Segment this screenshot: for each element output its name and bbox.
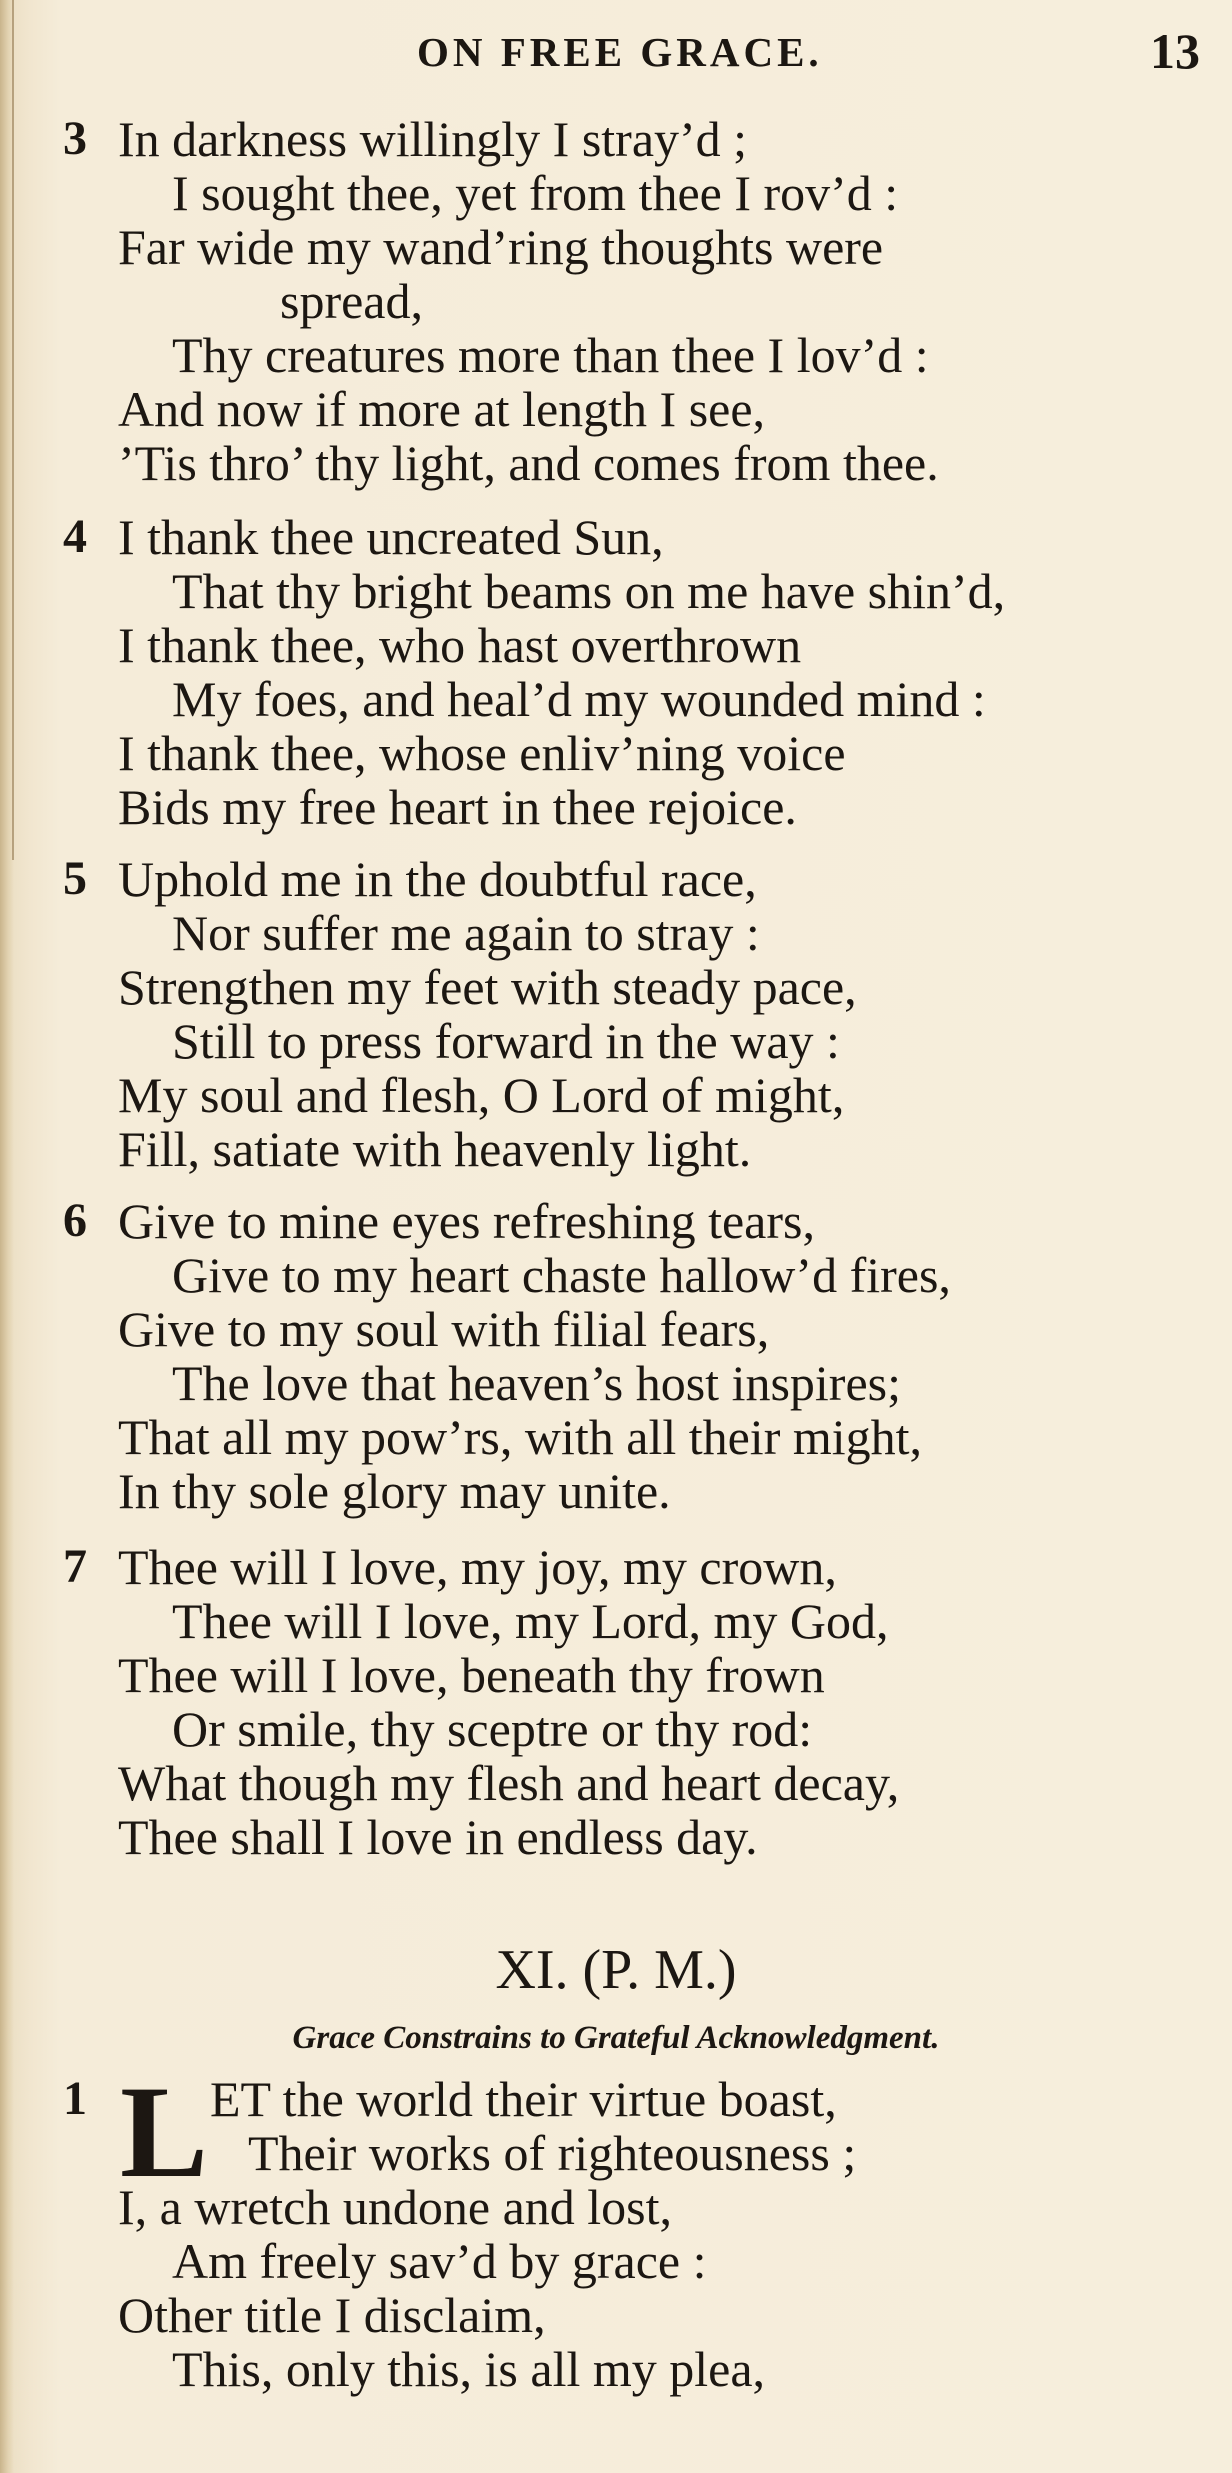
stanza-number: 3 [63, 112, 87, 165]
verse-line: Still to press forward in the way : [172, 1013, 840, 1069]
verse-line: Far wide my wand’ring thoughts were [118, 219, 884, 275]
verse-line: Give to my heart chaste hallow’d fires, [172, 1247, 951, 1303]
verse-line: Nor suffer me again to stray : [172, 905, 760, 961]
verse-line: I sought thee, yet from thee I rov’d : [172, 165, 899, 221]
verse-line: What though my flesh and heart decay, [118, 1755, 900, 1811]
verse-line: spread, [280, 273, 423, 329]
stanza-number: 4 [63, 510, 87, 563]
page-header [0, 22, 1232, 82]
verse-line: Strengthen my feet with steady pace, [118, 959, 857, 1015]
verse-line: Give to mine eyes refreshing tears, [118, 1193, 815, 1249]
running-head: ON FREE GRACE. [417, 29, 823, 75]
verse-line: And now if more at length I see, [118, 381, 766, 437]
verse-line: Thee will I love, beneath thy frown [118, 1647, 825, 1703]
verse-line: This, only this, is all my plea, [172, 2341, 766, 2397]
hymn-title: XI. (P. M.) [495, 1939, 737, 2001]
verse-line: Their works of righteousness ; [248, 2125, 857, 2181]
verse-line: Thy creatures more than thee I lov’d : [172, 327, 929, 383]
verse-line: Other title I disclaim, [118, 2287, 546, 2343]
verse-line: Bids my free heart in thee rejoice. [118, 779, 797, 835]
verse-line: Uphold me in the doubtful race, [118, 851, 757, 907]
verse-line: I thank thee, who hast overthrown [118, 617, 802, 673]
stanza-number: 1 [63, 2072, 87, 2125]
verse-line: That all my pow’rs, with all their might, [118, 1409, 923, 1465]
verse-line: That thy bright beams on me have shin’d, [172, 563, 1006, 619]
verse-line: ET the world their virtue boast, [210, 2071, 837, 2127]
stanza-number: 5 [63, 852, 87, 905]
verse-line: Give to my soul with filial fears, [118, 1301, 770, 1357]
verse-line: In thy sole glory may unite. [118, 1463, 671, 1519]
verse-line: Or smile, thy sceptre or thy rod: [172, 1701, 813, 1757]
verse-line: I thank thee uncreated Sun, [118, 509, 664, 565]
verse-line: The love that heaven’s host inspires; [172, 1355, 902, 1411]
verse-line: Thee shall I love in endless day. [118, 1809, 758, 1865]
verse-line: Am freely sav’d by grace : [172, 2233, 707, 2289]
verse-line: In darkness willingly I stray’d ; [118, 111, 748, 167]
verse-line: I, a wretch undone and lost, [118, 2179, 673, 2235]
verse-line: ’Tis thro’ thy light, and comes from thee. [118, 435, 939, 491]
verse-line: Thee will I love, my Lord, my God, [172, 1593, 889, 1649]
page-number: 13 [1150, 23, 1200, 79]
verse-line: My foes, and heal’d my wounded mind : [172, 671, 986, 727]
verse-line: I thank thee, whose enliv’ning voice [118, 725, 846, 781]
verse-line: My soul and flesh, O Lord of might, [118, 1067, 845, 1123]
stanza-number: 7 [63, 1540, 87, 1593]
drop-cap: L [120, 2058, 209, 2205]
stanza-number: 6 [63, 1194, 87, 1247]
verse-line: Thee will I love, my joy, my crown, [118, 1539, 837, 1595]
hymn-subtitle: Grace Constrains to Grateful Acknowledgment. [292, 2020, 940, 2056]
binding-edge [12, 0, 14, 860]
verse-line: Fill, satiate with heavenly light. [118, 1121, 752, 1177]
